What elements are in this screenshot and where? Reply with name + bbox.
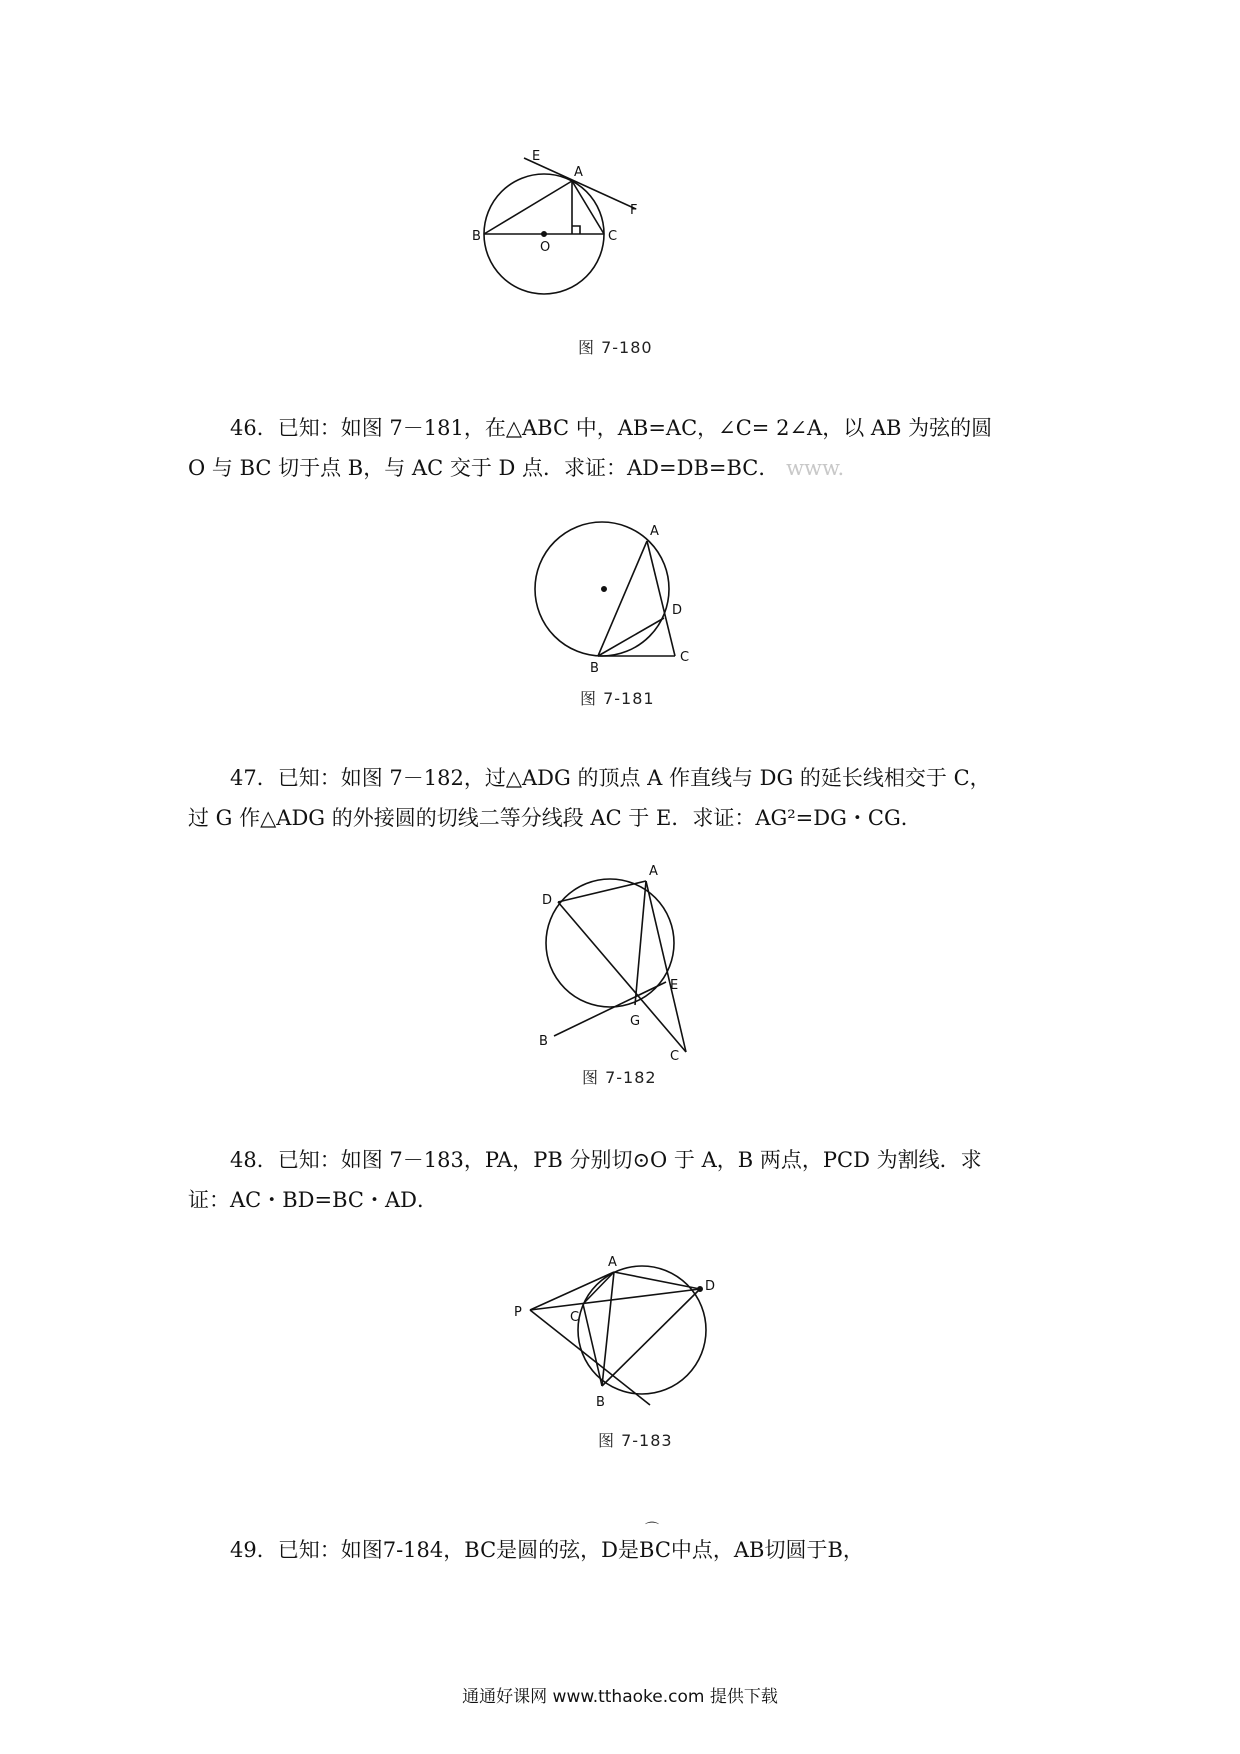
label-g: G	[630, 1014, 641, 1029]
label-e: E	[532, 149, 541, 164]
figure-7-182	[530, 860, 710, 1070]
label-d: D	[705, 1279, 716, 1294]
label-c: C	[670, 1049, 680, 1064]
segment-ad	[614, 1272, 700, 1289]
segment-bd	[602, 1289, 700, 1386]
label-p: P	[514, 1305, 522, 1320]
center-point	[542, 232, 546, 236]
segment-bd	[598, 618, 664, 656]
problem-48	[188, 1140, 1068, 1220]
problem-47	[188, 758, 1068, 838]
caption-7-183: 图 7-183	[598, 1431, 673, 1450]
segment-dg-extended	[558, 902, 686, 1052]
segment-cb	[583, 1304, 602, 1386]
caption-7-181: 图 7-181	[580, 689, 655, 708]
circle-o	[578, 1266, 706, 1394]
point-d	[698, 1287, 702, 1291]
label-c: C	[608, 229, 618, 244]
figure-7-183	[510, 1250, 730, 1420]
figure-7-180	[470, 140, 670, 300]
chord-ab	[484, 181, 572, 234]
segment-ab	[602, 1272, 614, 1386]
label-b: B	[472, 229, 481, 244]
secant-pcd	[530, 1289, 700, 1310]
problem-49-pre: 49．已知：如图7-184，BC是圆的弦，D是	[230, 1538, 639, 1562]
label-a: A	[574, 165, 583, 180]
problem-47-line-2: 过 G 作△ADG 的外接圆的切线二等分线段 AC 于 E．求证：AG²=DG・CG．	[188, 806, 922, 830]
label-c: C	[680, 650, 690, 665]
label-d: D	[542, 893, 553, 908]
label-c: C	[570, 1310, 580, 1325]
faint-watermark-text: www.	[786, 456, 845, 480]
label-a: A	[608, 1255, 617, 1270]
segment-ag	[635, 881, 646, 1005]
problem-46-line-2-text: O 与 BC 切于点 B，与 AC 交于 D 点．求证：AD=DB=BC．	[188, 456, 780, 480]
figure-7-181	[530, 515, 710, 675]
problem-49-post: 中点，AB切圆于B，	[670, 1538, 864, 1562]
right-angle-mark	[572, 226, 580, 234]
label-f: F	[630, 203, 638, 218]
tangent-pb-extended	[530, 1310, 650, 1405]
label-e: E	[670, 978, 679, 993]
problem-49-line-1	[188, 1530, 1068, 1570]
center-point	[602, 587, 606, 591]
problem-48-line-2: 证：AC・BD=BC・AD．	[188, 1188, 438, 1212]
caption-7-182: 图 7-182	[582, 1068, 657, 1087]
segment-ac	[646, 881, 686, 1052]
label-b: B	[596, 1395, 605, 1410]
problem-46-line-2	[188, 448, 1068, 488]
problem-48-line-1: 48．已知：如图 7－183，PA，PB 分别切⊙O 于 A，B 两点，PCD 为割线．求	[230, 1148, 982, 1172]
caption-7-180: 图 7-180	[578, 338, 653, 357]
problem-47-line-1: 47．已知：如图 7－182，过△ADG 的顶点 A 作直线与 DG 的延长线相交于 C，	[230, 766, 991, 790]
problem-46-line-1: 46．已知：如图 7－181，在△ABC 中，AB=AC，∠C= 2∠A，以 AB 为弦的圆	[230, 416, 993, 440]
label-a: A	[650, 524, 659, 539]
segment-ac	[583, 1272, 614, 1304]
problem-46	[188, 408, 1068, 488]
problem-49	[188, 1530, 1068, 1570]
label-o: O	[540, 240, 551, 255]
label-d: D	[672, 603, 683, 618]
label-a: A	[649, 864, 658, 879]
page-footer: 通通好课网 www.tthaoke.com 提供下载	[462, 1687, 778, 1707]
segment-ab	[598, 541, 647, 656]
label-b: B	[539, 1034, 548, 1049]
label-b: B	[590, 661, 599, 675]
arc-bc: ⌒ BC	[639, 1530, 671, 1570]
